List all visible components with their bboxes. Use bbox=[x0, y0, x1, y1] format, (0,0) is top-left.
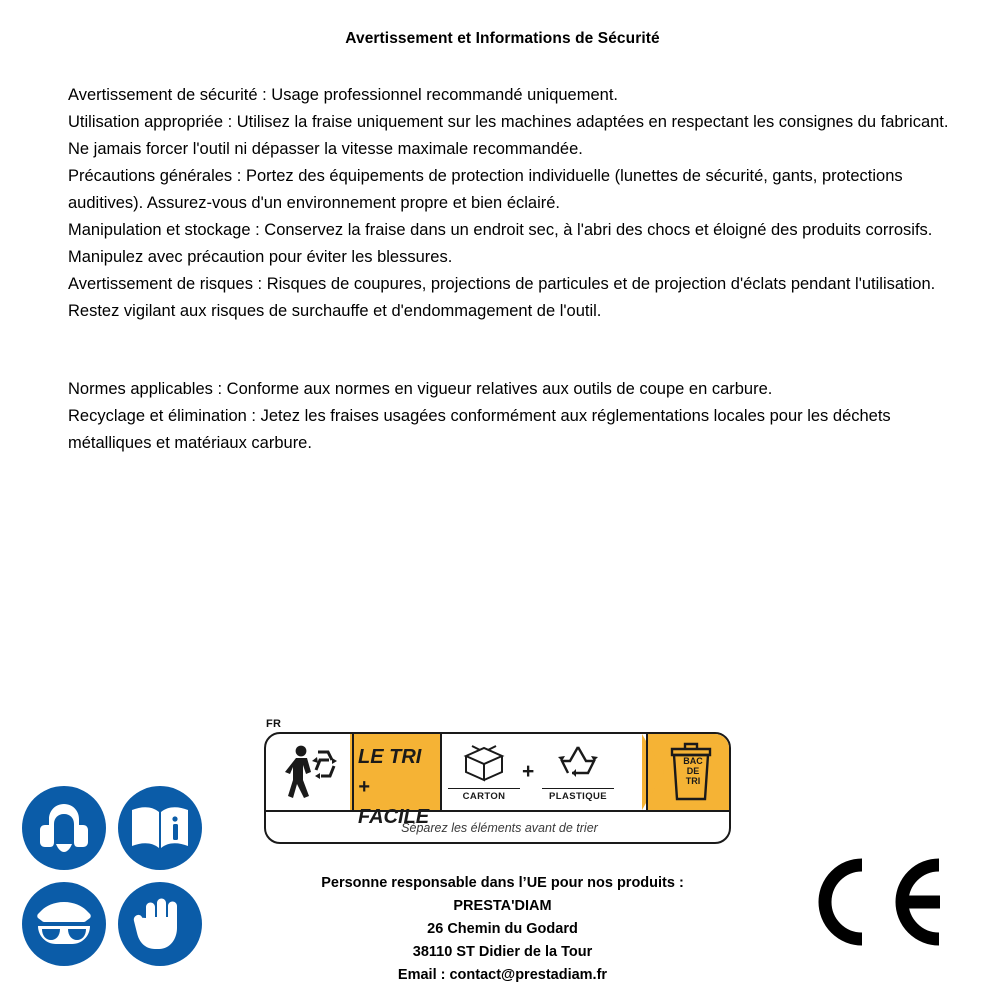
triman-bin-label-line2: DE bbox=[686, 766, 700, 776]
responsible-person-block bbox=[0, 872, 1005, 987]
triman-man-icon bbox=[266, 734, 350, 810]
responsible-heading bbox=[0, 872, 1005, 895]
responsible-city: 38110 ST Didier de la Tour bbox=[412, 944, 593, 960]
responsible-email: Email : contact@prestadiam.fr bbox=[397, 967, 608, 983]
paragraph-safety-warning: Avertissement de sécurité : Usage professionnel recommandé uniquement. bbox=[68, 86, 618, 104]
paragraph-general-precautions: Précautions générales : Portez des équipements de protection individuelle (lunettes de sécurité, gants, protections auditives). Assurez-vous d'un environnement propre et bien éclairé. bbox=[68, 167, 903, 212]
safety-warning-text-block bbox=[68, 82, 973, 325]
triman-locale-label: FR bbox=[266, 718, 282, 730]
paragraph-recycling-disposal: Recyclage et élimination : Jetez les fraises usagées conformément aux réglementations locales pour les déchets métalliques et matériaux carbure. bbox=[68, 407, 891, 452]
triman-bin-label bbox=[672, 756, 714, 786]
triman-divider-1 bbox=[352, 734, 354, 810]
triman-footer-text: Séparez les éléments avant de trier bbox=[401, 821, 598, 835]
standards-recycling-text-block bbox=[68, 376, 973, 457]
read-manual-icon bbox=[118, 786, 202, 870]
triman-bin-label-line3: TRI bbox=[685, 776, 701, 786]
triman-plus-sign: + bbox=[522, 760, 535, 783]
responsible-heading-suffix: pour nos produits : bbox=[546, 875, 684, 891]
responsible-heading-prefix: Personne responsable dans l’ bbox=[321, 875, 527, 891]
responsible-heading-ue: UE bbox=[526, 875, 547, 891]
triman-item-carton-label: CARTON bbox=[448, 788, 520, 802]
triman-headline-line2: + FACILE bbox=[358, 776, 430, 828]
triman-item-plastique-label: PLASTIQUE bbox=[542, 788, 614, 802]
triman-divider-3 bbox=[646, 734, 648, 810]
triman-item-plastique bbox=[542, 740, 614, 802]
responsible-company: PRESTA'DIAM bbox=[453, 898, 552, 914]
paragraph-applicable-standards: Normes applicables : Conforme aux normes en vigueur relatives aux outils de coupe en carbure. bbox=[68, 380, 773, 398]
paragraph-handling-storage: Manipulation et stockage : Conservez la fraise dans un endroit sec, à l'abri des chocs et éloigné des produits corrosifs. Manipulez avec précaution pour éviter les blessures. bbox=[68, 221, 933, 266]
carton-box-icon bbox=[456, 740, 512, 782]
ear-protection-icon bbox=[22, 786, 106, 870]
triman-divider-2 bbox=[440, 734, 442, 810]
responsible-street: 26 Chemin du Godard bbox=[427, 921, 578, 937]
triman-item-carton bbox=[448, 740, 520, 802]
triman-card bbox=[264, 732, 731, 844]
triman-headline-line1: LE TRI bbox=[358, 746, 422, 768]
triman-bin-label-line1: BAC bbox=[683, 756, 703, 766]
paragraph-appropriate-use: Utilisation appropriée : Utilisez la fraise uniquement sur les machines adaptées en respectant les consignes du fabricant. Ne jamais forcer l'outil ni dépasser la vitesse maximale recommandée. bbox=[68, 113, 949, 158]
triman-recycling-label bbox=[264, 718, 735, 846]
page-title: Avertissement et Informations de Sécurité bbox=[345, 30, 660, 47]
paragraph-risk-warning: Avertissement de risques : Risques de coupures, projections de particules et de projection d'éclats pendant l'utilisation. Restez vigilant aux risques de surchauffe et d'endommagement de l'outil. bbox=[68, 275, 936, 320]
recycle-arrows-icon bbox=[550, 740, 606, 782]
